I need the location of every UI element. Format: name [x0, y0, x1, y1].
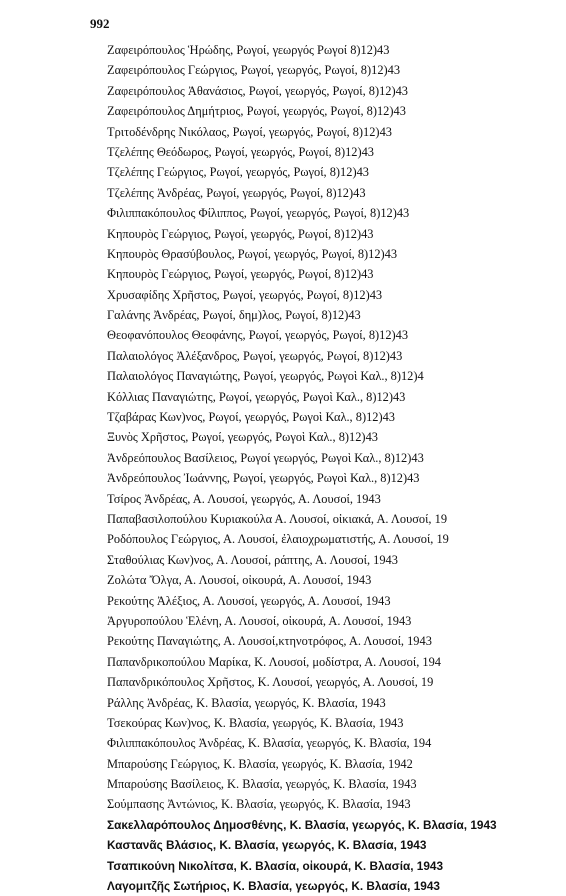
list-item: Ζαφειρόπουλος Ἡρώδης, Ρωγοί, γεωργός Ρωγοί 8)12)43: [107, 43, 390, 57]
list-item: Μπαρούσης Γεώργιος, Κ. Βλασία, γεωργός, Κ. Βλασία, 1942: [107, 756, 413, 771]
list-item: Τσεκούρας Κων)νος, Κ. Βλασία, γεωργός, Κ. Βλασία, 1943: [107, 715, 404, 730]
list-item: Παλαιολόγος Ἀλέξανδρος, Ρωγοί, γεωργός, Ρωγοί, 8)12)43: [107, 348, 403, 363]
list-item: Κηπουρὸς Γεώργιος, Ρωγοί, γεωργός, Ρωγοί, 8)12)43: [107, 226, 374, 241]
list-item: Κόλλιας Παναγιώτης, Ρωγοί, γεωργός, Ρωγοὶ Καλ., 8)12)43: [107, 389, 406, 404]
list-item: Τσαπικούνη Νικολίτσα, Κ. Βλασία, οἰκουρά, Κ. Βλασία, 1943: [107, 858, 444, 873]
list-item: Τζελέπης Γεώργιος, Ρωγοί, γεωργός, Ρωγοί, 8)12)43: [107, 165, 369, 180]
list-item: Ἀνδρεόπουλος Βασίλειος, Ρωγοί γεωργός, Ρωγοὶ Καλ., 8)12)43: [107, 450, 424, 465]
list-item: Φιλιππακόπουλος Φίλιππος, Ρωγοί, γεωργός, Ρωγοί, 8)12)43: [107, 206, 410, 221]
list-item: Ρεκούτης Ἀλέξιος, Α. Λουσοί, γεωργός, Α. Λουσοί, 1943: [107, 593, 391, 608]
list-item: Παπανδρικοπούλου Μαρίκα, Κ. Λουσοί, μοδίστρα, Α. Λουσοί, 194: [107, 654, 441, 669]
list-item: Παπανδρικόπουλος Χρῆστος, Κ. Λουσοί, γεωργός, Α. Λουσοί, 19: [107, 675, 434, 690]
list-item: Λαγομιτζῆς Σωτήριος, Κ. Βλασία, γεωργός, Κ. Βλασία, 1943: [107, 879, 440, 894]
list-item: Ζαφειρόπουλος Δημήτριος, Ρωγοί, γεωργός, Ρωγοί, 8)12)43: [107, 104, 406, 119]
list-item: Παπαβασιλοπούλου Κυριακούλα Α. Λουσοί, οἰκιακά, Α. Λουσοί, 19: [107, 511, 448, 526]
list-item: Τζελέπης Θεόδωρος, Ρωγοί, γεωργός, Ρωγοί, 8)12)43: [107, 144, 374, 159]
list-item: Τζαβάρας Κων)νος, Ρωγοί, γεωργός, Ρωγοὶ Καλ., 8)12)43: [107, 410, 395, 425]
list-item: Σούμπασης Ἀντώνιος, Κ. Βλασία, γεωργός, Κ. Βλασία, 1943: [107, 797, 411, 812]
list-item: Θεοφανόπουλος Θεοφάνης, Ρωγοί, γεωργός, Ρωγοί, 8)12)43: [107, 328, 409, 343]
list-item: Σταθούλιας Κων)νος, Α. Λουσοί, ράπτης, Α. Λουσοί, 1943: [107, 552, 398, 567]
page-number: 992: [90, 16, 110, 31]
list-item: Κηπουρὸς Θρασύβουλος, Ρωγοί, γεωργός, Ρωγοί, 8)12)43: [107, 246, 398, 261]
list-item: Σακελλαρόπουλος Δημοσθένης, Κ. Βλασία, γεωργός, Κ. Βλασία, 1943: [107, 817, 497, 832]
list-item: Ξυνὸς Χρῆστος, Ρωγοί, γεωργός, Ρωγοὶ Καλ., 8)12)43: [107, 430, 378, 445]
list-item: Ἀνδρεόπουλος Ἰωάννης, Ρωγοί, γεωργός, Ρωγοὶ Καλ., 8)12)43: [107, 471, 420, 486]
list-item: Κηπουρὸς Γεώργιος, Ρωγοί, γεωργός, Ρωγοί, 8)12)43: [107, 267, 374, 282]
entry-list: [107, 40, 559, 896]
list-item: Ζαφειρόπουλος Γεώργιος, Ρωγοί, γεωργός, Ρωγοί, 8)12)43: [107, 63, 401, 78]
list-item: Γαλάνης Ἀνδρέας, Ρωγοί, δημ)λος, Ρωγοί, 8)12)43: [107, 308, 361, 323]
list-item: Ροδόπουλος Γεώργιος, Α. Λουσοί, ἐλαιοχρωματιστής, Α. Λουσοί, 19: [107, 532, 449, 547]
list-item: Ζολώτα Ὄλγα, Α. Λουσοί, οἰκουρά, Α. Λουσοί, 1943: [107, 573, 372, 588]
list-item: Παλαιολόγος Παναγιώτης, Ρωγοί, γεωργός, Ρωγοὶ Καλ., 8)12)4: [107, 369, 424, 384]
list-item: Ἀργυροπούλου Ἑλένη, Α. Λουσοί, οἰκουρά, Α. Λουσοί, 1943: [107, 613, 412, 628]
list-item: Τζελέπης Ἀνδρέας, Ρωγοί, γεωργός, Ρωγοί, 8)12)43: [107, 185, 366, 200]
list-item: Ρεκούτης Παναγιώτης, Α. Λουσοί,κτηνοτρόφος, Α. Λουσοί, 1943: [107, 634, 432, 649]
list-item: Ράλλης Ἀνδρέας, Κ. Βλασία, γεωργός, Κ. Βλασία, 1943: [107, 695, 386, 710]
list-item: Φιλιππακόπουλος Ἀνδρέας, Κ. Βλασία, γεωργός, Κ. Βλασία, 194: [107, 736, 432, 751]
list-item: Καστανᾶς Βλάσιος, Κ. Βλασία, γεωργός, Κ. Βλασία, 1943: [107, 838, 427, 853]
list-item: Χρυσαφίδης Χρῆστος, Ρωγοί, γεωργός, Ρωγοί, 8)12)43: [107, 287, 383, 302]
list-item: Μπαρούσης Βασίλειος, Κ. Βλασία, γεωργός, Κ. Βλασία, 1943: [107, 777, 417, 792]
list-item: Τσίρος Ἀνδρέας, Α. Λουσοί, γεωργός, Α. Λουσοί, 1943: [107, 491, 381, 506]
list-item: Τριτοδένδρης Νικόλαος, Ρωγοί, γεωργός, Ρωγοί, 8)12)43: [107, 124, 392, 139]
list-item: Ζαφειρόπουλος Ἀθανάσιος, Ρωγοί, γεωργός, Ρωγοί, 8)12)43: [107, 83, 408, 98]
